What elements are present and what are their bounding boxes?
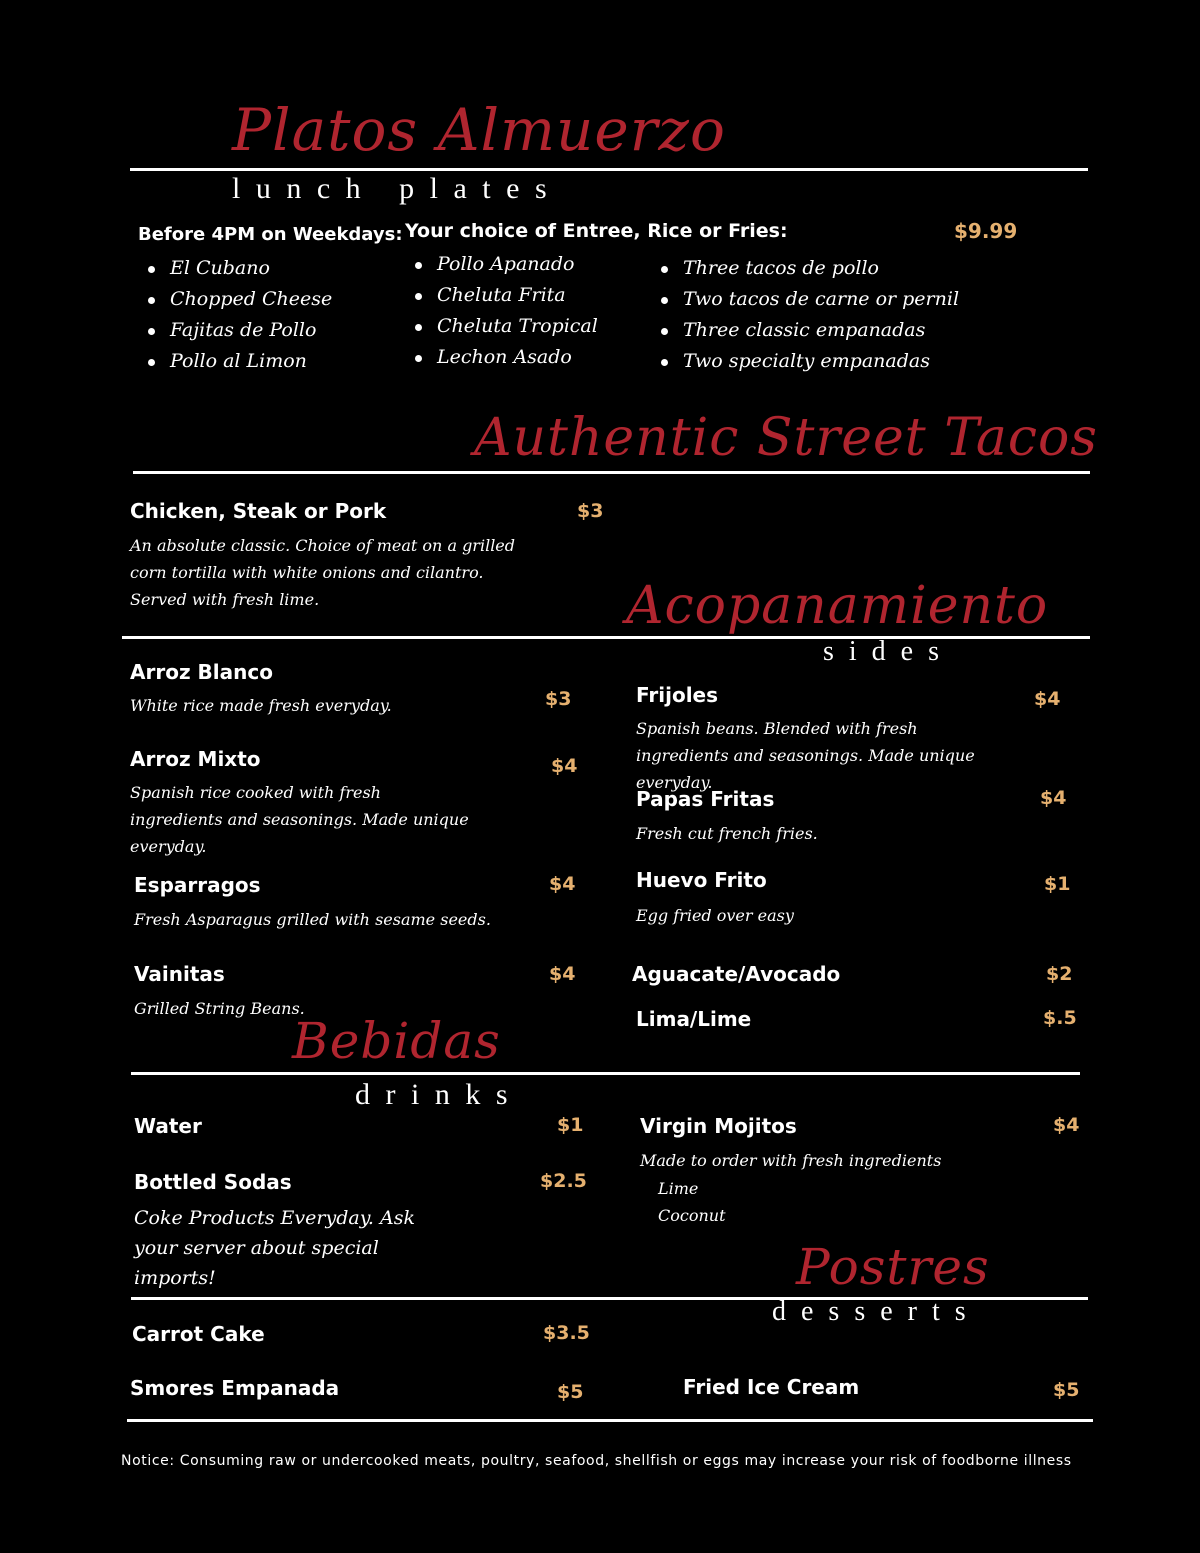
side-price-esparragos: $4 [549,873,576,895]
list-item: Three classic empanadas [659,315,959,346]
lunch-divider [130,168,1088,171]
drink-name-virgin-mojitos: Virgin Mojitos [640,1114,797,1138]
weekday-label: Before 4PM on Weekdays: [138,224,403,245]
food-safety-notice: Notice: Consuming raw or undercooked meats, poultry, seafood, shellfish or eggs may increase your risk of foodborne illness [121,1453,1072,1469]
list-item: Two tacos de carne or pernil [659,284,959,315]
drink-name-bottled-sodas: Bottled Sodas [134,1170,292,1194]
list-item: Lechon Asado [413,342,598,373]
side-name-vainitas: Vainitas [134,962,225,986]
side-name-frijoles: Frijoles [636,683,719,707]
tacos-item-name: Chicken, Steak or Pork [130,499,387,523]
side-desc-papas-fritas: Fresh cut french fries. [636,824,818,843]
dessert-price-carrot-cake: $3.5 [543,1322,590,1344]
tacos-divider [133,471,1090,474]
sides-script-title: Acopanamiento [626,576,1049,636]
drink-price-water: $1 [557,1114,584,1136]
lunch-entree-list-2 [413,249,598,373]
list-item: El Cubano [146,253,332,284]
side-price-frijoles: $4 [1034,688,1061,710]
side-name-arroz-mixto: Arroz Mixto [130,747,261,771]
drinks-script-title: Bebidas [292,1012,501,1070]
list-item: Three tacos de pollo [659,253,959,284]
dessert-name-carrot-cake: Carrot Cake [132,1322,265,1346]
tacos-description [130,532,515,613]
lunch-entree-list-3 [659,253,959,377]
dessert-name-fried-ice-cream: Fried Ice Cream [683,1375,860,1399]
side-name-arroz-blanco: Arroz Blanco [130,660,273,684]
side-desc-esparragos: Fresh Asparagus grilled with sesame seeds. [134,910,491,929]
desserts-subtitle: d e s s e r t s [772,1296,970,1327]
drink-name-water: Water [134,1114,202,1138]
dessert-name-smores-empanada: Smores Empanada [130,1376,340,1400]
choice-label: Your choice of Entree, Rice or Fries: [405,220,788,242]
side-name-aguacate: Aguacate/Avocado [632,962,841,986]
side-name-lima: Lima/Lime [636,1007,752,1031]
tacos-desc-line: corn tortilla with white onions and cilantro. [130,563,484,582]
tacos-desc-line: An absolute classic. Choice of meat on a grilled [130,536,516,555]
side-price-arroz-mixto: $4 [551,755,578,777]
side-price-papas-fritas: $4 [1040,787,1067,809]
side-price-lima: $.5 [1043,1007,1077,1029]
tacos-script-title: Authentic Street Tacos [474,408,1098,468]
list-item: Pollo Apanado [413,249,598,280]
list-item: Fajitas de Pollo [146,315,332,346]
lunch-script-title: Platos Almuerzo [232,96,726,164]
sides-subtitle: s i d e s [823,636,943,667]
side-price-vainitas: $4 [549,963,576,985]
side-name-huevo-frito: Huevo Frito [636,868,767,892]
lunch-entree-list-1 [146,253,332,377]
side-price-arroz-blanco: $3 [545,688,572,710]
side-desc-frijoles: Spanish beans. Blended with fresh ingredients and seasonings. Made unique everyday. [636,719,975,792]
list-item: Two specialty empanadas [659,346,959,377]
drinks-divider [131,1072,1080,1075]
side-desc-arroz-mixto: Spanish rice cooked with fresh ingredients and seasonings. Made unique everyday. [130,783,469,856]
list-item: Pollo al Limon [146,346,332,377]
sides-divider [122,636,1090,639]
lunch-price: $9.99 [954,219,1018,243]
drinks-subtitle: d r i n k s [355,1078,512,1111]
side-name-papas-fritas: Papas Fritas [636,787,775,811]
desserts-script-title: Postres [796,1238,990,1296]
footer-divider [127,1419,1093,1422]
mojito-flavor-coconut: Coconut [658,1206,726,1225]
dessert-price-smores-empanada: $5 [557,1381,584,1403]
list-item: Cheluta Tropical [413,311,598,342]
side-price-aguacate: $2 [1046,963,1073,985]
side-price-huevo-frito: $1 [1044,873,1071,895]
side-name-esparragos: Esparragos [134,873,261,897]
tacos-desc-line: Served with fresh lime. [130,590,320,609]
tacos-item-price: $3 [577,500,604,522]
mojito-flavor-lime: Lime [658,1179,699,1198]
drink-price-virgin-mojitos: $4 [1053,1114,1080,1136]
side-desc-arroz-blanco: White rice made fresh everyday. [130,696,392,715]
lunch-subtitle: l u n c h p l a t e s [232,172,551,205]
drink-desc-bottled-sodas: Coke Products Everyday. Ask your server about special imports! [134,1207,415,1289]
drink-desc-virgin-mojitos: Made to order with fresh ingredients [640,1151,942,1170]
side-desc-vainitas: Grilled String Beans. [134,999,305,1018]
list-item: Cheluta Frita [413,280,598,311]
list-item: Chopped Cheese [146,284,332,315]
dessert-price-fried-ice-cream: $5 [1053,1379,1080,1401]
side-desc-huevo-frito: Egg fried over easy [636,906,794,925]
drink-price-bottled-sodas: $2.5 [540,1170,587,1192]
